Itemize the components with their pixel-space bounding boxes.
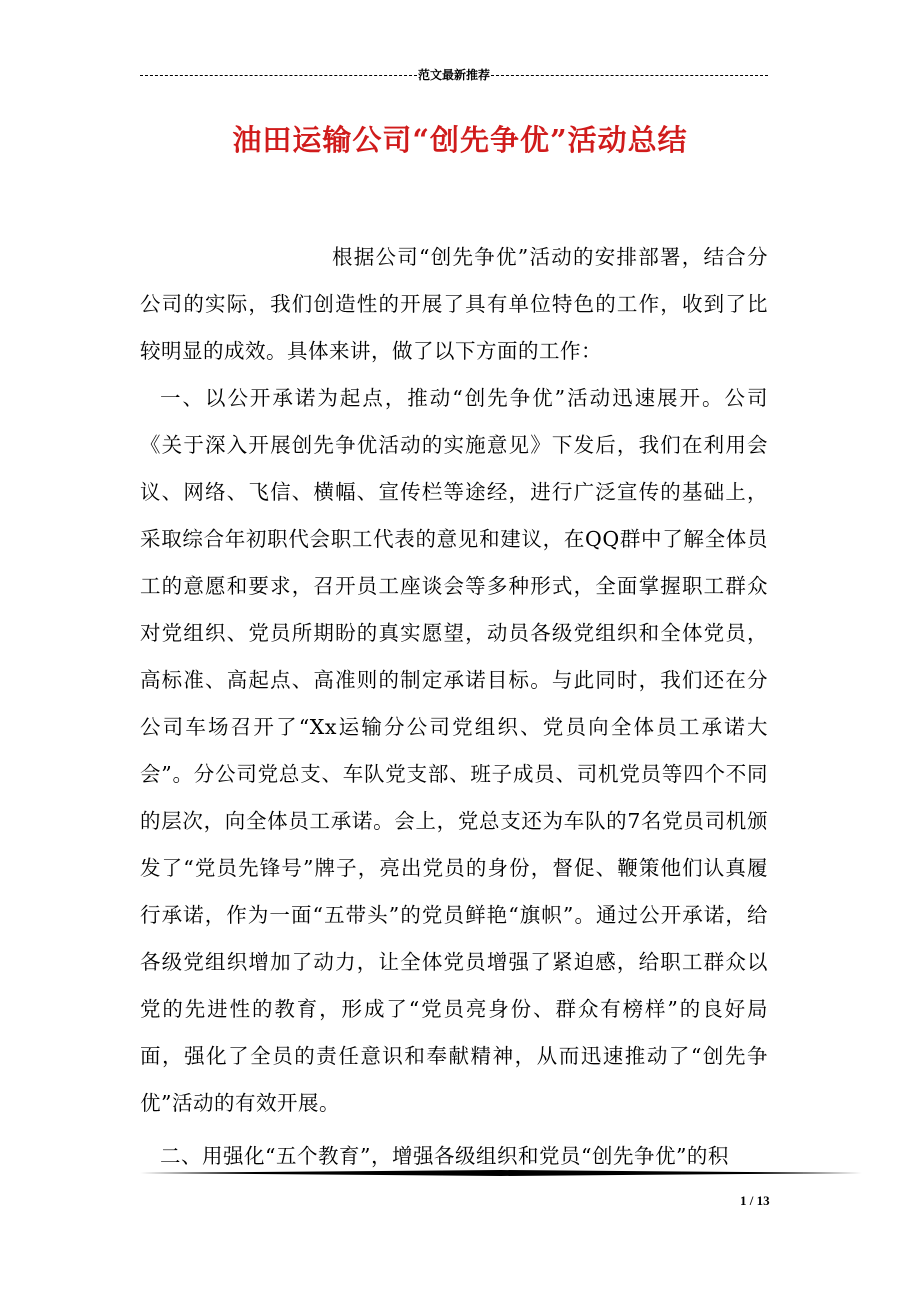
document-body (140, 234, 768, 1180)
page-number: 1 / 13 (740, 1193, 770, 1208)
header-label: 范文最新推荐 (418, 68, 491, 82)
paragraph-section-2: 二、用强化“五个教育”，增强各级组织和党员“创先争优”的积 (160, 1144, 729, 1168)
header-dash-right (491, 75, 768, 76)
header-dash-left (140, 75, 417, 76)
page-header (140, 66, 768, 84)
document-title: 油田运输公司“创先争优”活动总结 (232, 123, 688, 157)
footer-divider (140, 1170, 862, 1176)
paragraph-intro: 根据公司“创先争优”活动的安排部署，结合分公司的实际，我们创造性的开展了具有单位特色的工作，收到了比较明显的成效。具体来讲，做了以下方面的工作： (140, 245, 768, 363)
paragraph-section-1: 一、以公开承诺为起点，推动“创先争优”活动迅速展开。公司《关于深入开展创先争优活动的实施意见》下发后，我们在利用会议、网络、飞信、横幅、宣传栏等途经，进行广泛宣传的基础上，采取综合年初职代会职工代表的意见和建议，在QQ群中了解全体员工的意愿和要求，召开员工座谈会等多种形式，全面掌握职工群众对党组织、党员所期盼的真实愿望，动员各级党组织和全体党员，高标准、高起点、高准则的制定承诺目标。与此同时，我们还在分公司车场召开了“Xx运输分公司党组织、党员向全体员工承诺大会”。分公司党总支、车队党支部、班子成员、司机党员等四个不同的层次，向全体员工承诺。会上，党总支还为车队的7名党员司机颁发了“党员先锋号”牌子，亮出党员的身份，督促、鞭策他们认真履行承诺，作为一面“五带头”的党员鲜艳“旗帜”。通过公开承诺，给各级党组织增加了动力，让全体党员增强了紧迫感，给职工群众以党的先进性的教育，形成了“党员亮身份、群众有榜样”的良好局面，强化了全员的责任意识和奉献精神，从而迅速推动了“创先争优”活动的有效开展。 (140, 386, 768, 1115)
